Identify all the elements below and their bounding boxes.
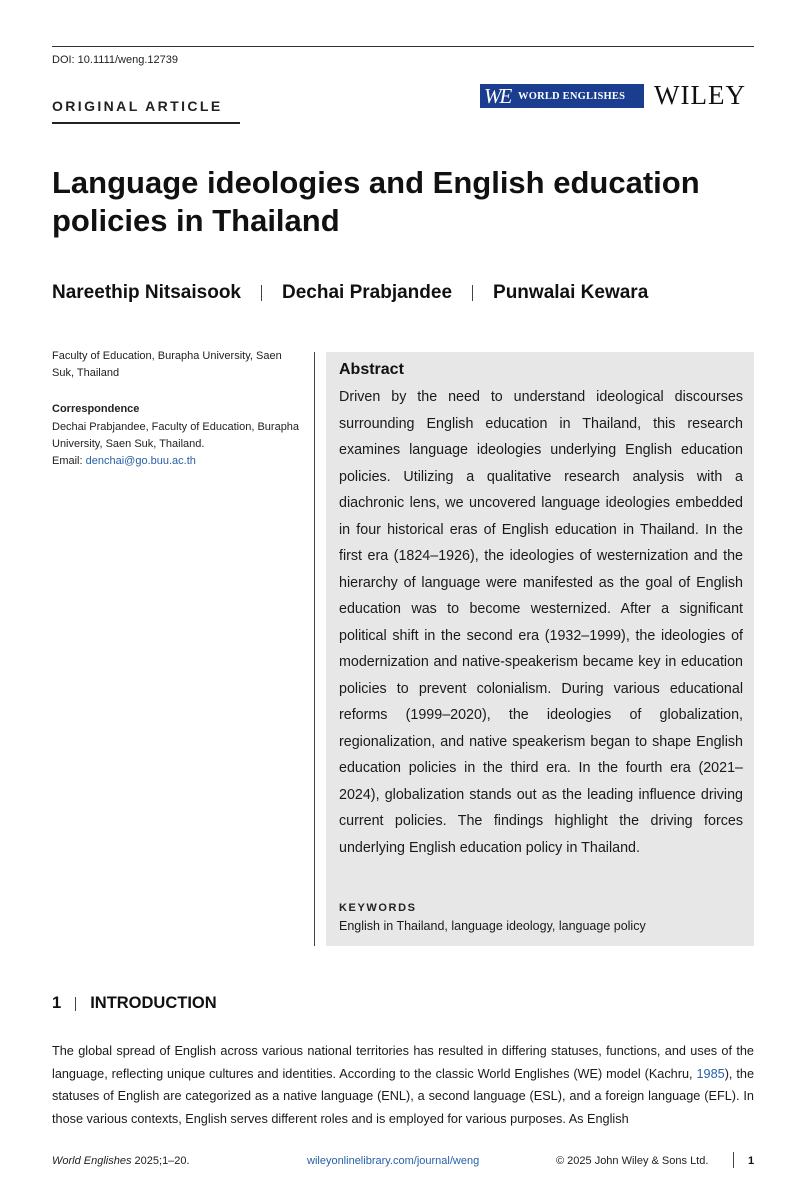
we-logo-mark: WE bbox=[484, 84, 511, 108]
doi[interactable]: DOI: 10.1111/weng.12739 bbox=[52, 54, 178, 66]
intro-text-part-2: ), the statuses of English are categorized as a native language (ENL), a second language (ESL), and a foreign language (EFL). In those various contexts, English serves different roles and is employed for various purposes. As English bbox=[52, 1066, 754, 1126]
email-label: Email: bbox=[52, 455, 86, 467]
keywords-label: KEYWORDS bbox=[339, 902, 417, 914]
correspondence-body bbox=[52, 419, 302, 470]
top-rule bbox=[52, 46, 754, 47]
world-englishes-logo[interactable] bbox=[480, 84, 644, 108]
wiley-logo[interactable]: WILEY bbox=[654, 80, 746, 110]
author-list bbox=[52, 282, 648, 304]
introduction-paragraph bbox=[52, 1040, 754, 1130]
article-title: Language ideologies and English education policies in Thailand bbox=[52, 165, 700, 238]
section-number-separator bbox=[75, 997, 76, 1011]
author-2: Dechai Prabjandee bbox=[282, 282, 453, 303]
section-number: 1 bbox=[52, 994, 62, 1012]
introduction-heading bbox=[52, 994, 217, 1013]
section-title: INTRODUCTION bbox=[90, 994, 217, 1012]
correspondence-address: Dechai Prabjandee, Faculty of Education, Burapha University, Saen Suk, Thailand. bbox=[52, 421, 300, 450]
correspondence-heading: Correspondence bbox=[52, 403, 140, 415]
citation-link[interactable]: 1985 bbox=[696, 1066, 725, 1081]
journal-logo-text: WORLD ENGLISHES bbox=[518, 90, 626, 102]
footer-url-link[interactable]: wileyonlinelibrary.com/journal/weng bbox=[307, 1155, 480, 1167]
abstract-heading: Abstract bbox=[339, 361, 404, 378]
footer-volume: 2025;1–20. bbox=[131, 1155, 190, 1167]
abstract-divider bbox=[314, 352, 315, 946]
abstract-text: Driven by the need to understand ideological discourses surrounding English education in Thailand, this research examines language ideologies underlying English education policies. Utilizing a qualitative research analysis with a diachronic lens, we uncovered language ideologies embedded in four historical eras of English education in Thailand. In the first era (1824–1926), the ideologies of westernization and the hierarchy of language were manifested as the goal of English education was to become westernized. After a significant political shift in the second era (1932–1999), the ideologies of modernization and native-speakerism became key in education policies to prevent colonialism. During various educational reforms (1999–2020), the ideologies of globalization, regionalization, and native speakerism began to shape English education policies in the third era. In the fourth era (2021–2024), globalization stands out as the leading influence driving current policies. The findings highlight the driving forces underlying English education policy in Thailand. bbox=[339, 389, 743, 856]
page-number: 1 bbox=[748, 1155, 755, 1167]
section-label: ORIGINAL ARTICLE bbox=[52, 98, 223, 114]
footer-copyright: © 2025 John Wiley & Sons Ltd. bbox=[556, 1155, 709, 1167]
author-separator bbox=[261, 285, 262, 301]
author-3: Punwalai Kewara bbox=[493, 282, 649, 303]
keywords-list: English in Thailand, language ideology, language policy bbox=[339, 919, 646, 933]
author-separator bbox=[472, 285, 473, 301]
section-label-underline bbox=[52, 122, 240, 124]
footer-journal-name: World Englishes bbox=[52, 1155, 132, 1167]
footer-journal-info bbox=[52, 1155, 190, 1167]
email-link[interactable]: denchai@go.buu.ac.th bbox=[85, 455, 196, 467]
intro-text-part-1: The global spread of English across various national territories has resulted in differing statuses, functions, and uses of the language, reflecting unique cultures and identities. According to the classic World Englishes (WE) model (Kachru, bbox=[52, 1044, 754, 1081]
footer-page-separator bbox=[733, 1152, 734, 1168]
affiliation: Faculty of Education, Burapha University, Saen Suk, Thailand bbox=[52, 350, 282, 379]
author-1: Nareethip Nitsaisook bbox=[52, 282, 241, 303]
